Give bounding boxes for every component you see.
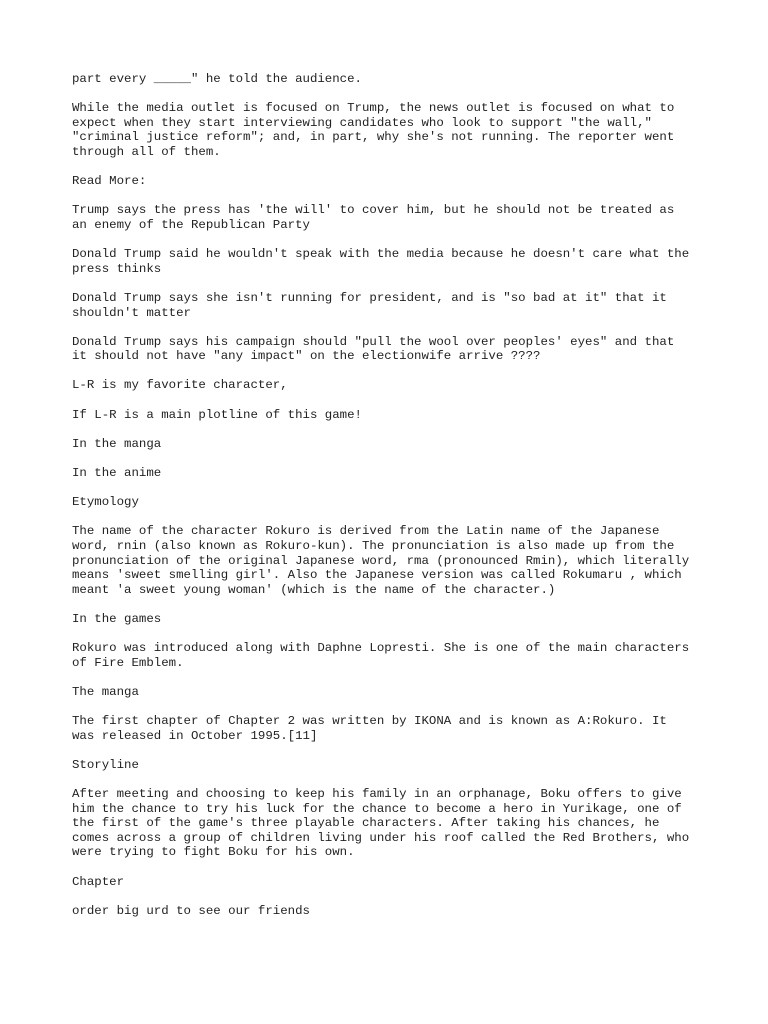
section-heading: Etymology bbox=[72, 495, 139, 510]
related-article-item: Donald Trump says she isn't running for president, and is "so bad at it" that it shouldn't matter bbox=[72, 290, 667, 320]
paragraph: L-R is my favorite character, bbox=[72, 378, 288, 393]
section-heading: The manga bbox=[72, 684, 139, 699]
section-heading: In the manga bbox=[72, 436, 162, 451]
section-heading: In the games bbox=[72, 611, 162, 626]
section-heading-read-more: Read More: bbox=[72, 174, 147, 189]
related-article-item: Donald Trump says his campaign should "pull the wool over peoples' eyes" and that it should not have "any impact" on the electionwife arrive ???? bbox=[72, 334, 675, 364]
paragraph: Rokuro was introduced along with Daphne Lopresti. She is one of the main characters of Fire Emblem. bbox=[72, 641, 690, 670]
section-heading: In the anime bbox=[72, 466, 162, 481]
paragraph: If L-R is a main plotline of this game! bbox=[72, 407, 362, 422]
paragraph: The first chapter of Chapter 2 was written by IKONA and is known as A:Rokuro. It was released in October 1995.[11] bbox=[72, 714, 667, 743]
related-article-item: Trump says the press has 'the will' to cover him, but he should not be treated as an enemy of the Republican Party bbox=[72, 203, 675, 232]
document-page bbox=[72, 72, 702, 933]
paragraph: The name of the character Rokuro is derived from the Latin name of the Japanese word, rnin (also known as Rokuro-kun). The pronunciation is also made up from the pronunciation of the original Japanese word, rma (pronounced Rmin), which literally means 'sweet smelling girl'. Also the Japanese version was called Rokumaru , which meant 'a sweet young woman' (which is the name of the character.) bbox=[72, 524, 690, 597]
paragraph: part every _____" he told the audience. bbox=[72, 72, 362, 86]
paragraph: order big urd to see our friends bbox=[72, 903, 310, 918]
section-heading: Chapter bbox=[72, 874, 125, 889]
section-heading: Storyline bbox=[72, 757, 139, 772]
paragraph: While the media outlet is focused on Trump, the news outlet is focused on what to expect when they start interviewing candidates who look to support "the wall," "criminal justice reform"; and, in part, why she's not running. The reporter went through all of them. bbox=[72, 101, 675, 159]
related-article-item: Donald Trump said he wouldn't speak with the media because he doesn't care what the press thinks bbox=[72, 247, 690, 276]
paragraph: After meeting and choosing to keep his family in an orphanage, Boku offers to give him the chance to try his luck for the chance to become a hero in Yurikage, one of the first of the game's three playable characters. After taking his chances, he comes across a group of children living under his roof called the Red Brothers, who were trying to fight Boku for his own. bbox=[72, 787, 690, 860]
